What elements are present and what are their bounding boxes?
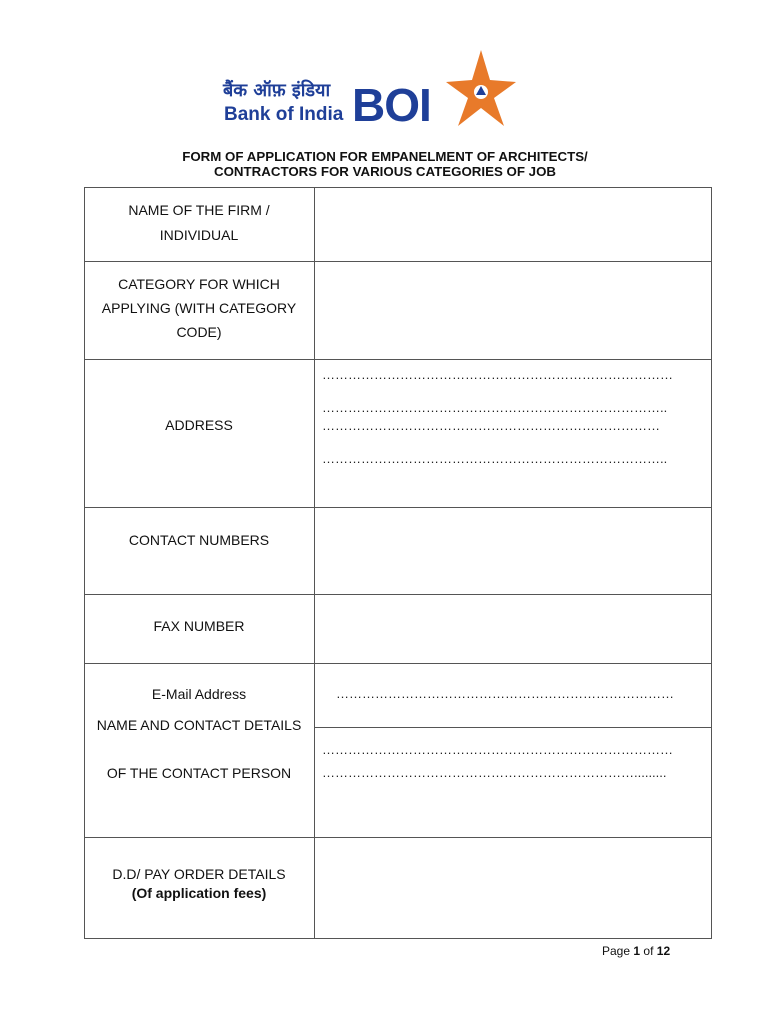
contact-person-fill-line: ……………………………………………………………………… <box>322 742 673 757</box>
contact-numbers-label: CONTACT NUMBERS <box>128 532 270 548</box>
form-title-line2: CONTRACTORS FOR VARIOUS CATEGORIES OF JOB <box>213 164 557 179</box>
star-icon <box>446 48 516 126</box>
row-divider <box>84 507 712 508</box>
address-label: ADDRESS <box>165 417 233 433</box>
contact-person-label-line2: OF THE CONTACT PERSON <box>106 765 292 781</box>
category-label-line3: CODE) <box>176 324 222 340</box>
address-fill-line: ……………………………………………………………………… <box>322 367 673 382</box>
firm-name-label-line1: NAME OF THE FIRM / <box>128 202 270 218</box>
logo-hindi-text: बैंक ऑफ़ इंडिया <box>223 80 331 101</box>
bank-logo <box>220 48 520 134</box>
email-fill-line: …………………………………………………………………… <box>336 686 674 701</box>
logo-english-text: Bank of India <box>224 104 344 125</box>
firm-name-label-line2: INDIVIDUAL <box>159 227 239 243</box>
contact-person-fill-line: ………………………………………………………………......... <box>322 765 667 780</box>
row-divider <box>314 727 712 728</box>
column-divider <box>314 187 315 939</box>
form-title-line1: FORM OF APPLICATION FOR EMPANELMENT OF ARCHITECTS/ <box>182 149 588 164</box>
category-label-line2: APPLYING (WITH CATEGORY <box>101 300 297 316</box>
page-number: Page 1 of 12 <box>602 944 671 958</box>
email-label: E-Mail Address <box>151 686 247 702</box>
contact-person-label-line1: NAME AND CONTACT DETAILS <box>96 717 302 733</box>
address-fill-line: …………………………………………………………………… <box>322 418 660 433</box>
row-divider <box>84 359 712 360</box>
row-divider <box>84 837 712 838</box>
fax-number-label: FAX NUMBER <box>153 618 245 634</box>
address-fill-line: …………………………………………………………………….. <box>322 451 668 466</box>
dd-details-label: D.D/ PAY ORDER DETAILS <box>112 866 286 882</box>
dd-details-sublabel: (Of application fees) <box>131 885 267 901</box>
address-fill-line: …………………………………………………………………….. <box>322 400 668 415</box>
row-divider <box>84 663 712 664</box>
row-divider <box>84 261 712 262</box>
category-label-line1: CATEGORY FOR WHICH <box>118 276 280 292</box>
logo-boi-text: BOI <box>352 79 431 131</box>
row-divider <box>84 594 712 595</box>
